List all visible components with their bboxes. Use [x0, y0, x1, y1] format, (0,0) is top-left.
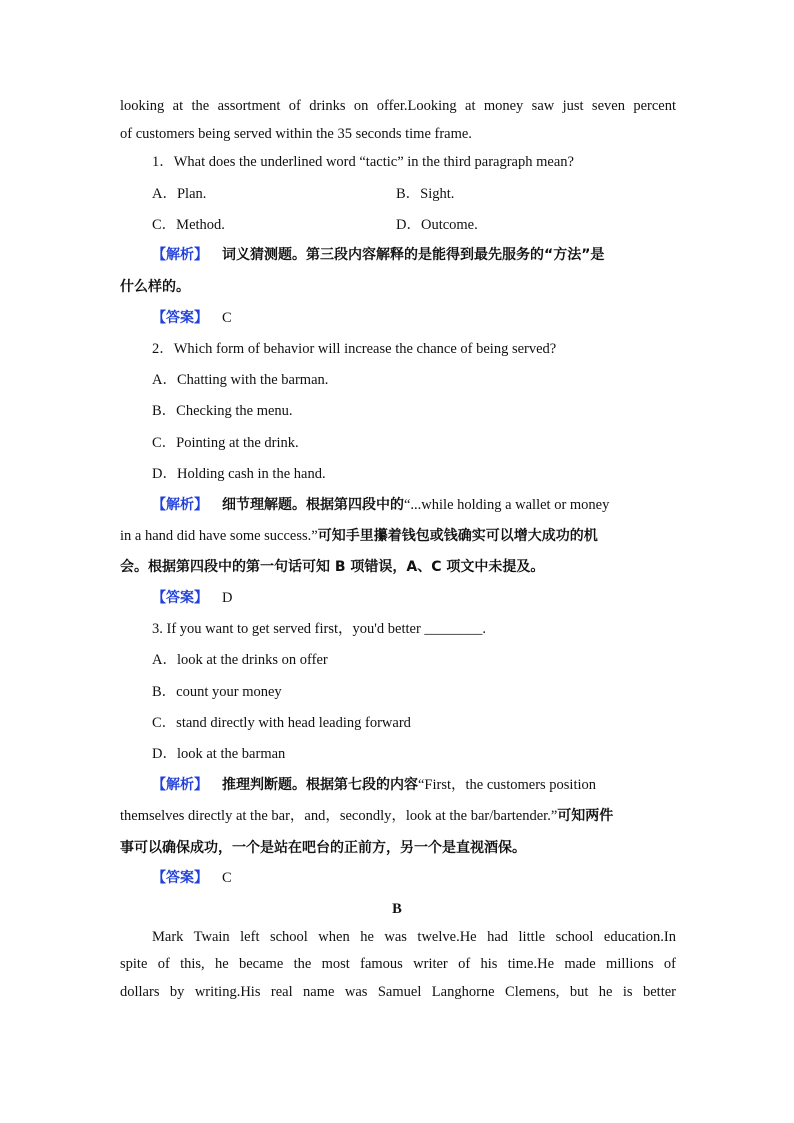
- question-3-analysis: 【解析】 推理判断题。根据第七段的内容“First，the customers position: [152, 777, 597, 793]
- question-1-analysis-cont: 什么样的。: [120, 279, 190, 295]
- question-2-answer: [152, 588, 676, 608]
- question-1-options-row1: [152, 184, 676, 204]
- question-3-analysis-cont: themselves directly at the bar，and，secondly，look at the bar/bartender.”可知两件: [120, 808, 614, 824]
- question-1-stem: 1．What does the underlined word “tactic” in the third paragraph mean?: [152, 154, 574, 170]
- option-a: A．look at the drinks on offer: [152, 652, 328, 668]
- paragraph-line: Mark Twain left school when he was twelve.He had little school education.In: [152, 929, 676, 945]
- question-3-analysis-cont: 事可以确保成功，一个是站在吧台的正前方，另一个是直视酒保。: [120, 840, 526, 856]
- analysis-tag: 【解析】: [152, 247, 208, 263]
- question-1-answer: [152, 308, 676, 328]
- question-3-answer: [152, 868, 676, 888]
- analysis-tag: 【解析】: [152, 497, 208, 513]
- answer-tag: 【答案】: [152, 870, 208, 886]
- paragraph-line: looking at the assortment of drinks on offer.Looking at money saw just seven percent: [120, 98, 676, 114]
- option-c: C．Pointing at the drink.: [152, 435, 299, 451]
- question-2-analysis-cont: in a hand did have some success.”可知手里攥着钱包或钱确实可以增大成功的机: [120, 528, 598, 544]
- option-d: D．Outcome.: [396, 217, 478, 233]
- option-a: A．Chatting with the barman.: [152, 372, 329, 388]
- answer-tag: 【答案】: [152, 310, 208, 326]
- analysis-tag: 【解析】: [152, 777, 208, 793]
- question-2-analysis-cont: 会。根据第四段中的第一句话可知 B 项错误，A、C 项文中未提及。: [120, 559, 545, 575]
- question-1-analysis: 【解析】 词义猜测题。第三段内容解释的是能得到最先服务的“方法”是: [152, 247, 605, 263]
- option-c: C．Method.: [152, 217, 225, 233]
- option-d: D．Holding cash in the hand.: [152, 466, 326, 482]
- answer-value: D: [222, 590, 233, 606]
- option-b: B．Sight.: [396, 186, 455, 202]
- answer-value: C: [222, 870, 232, 886]
- section-heading: B: [392, 901, 402, 917]
- question-2-analysis: 【解析】 细节理解题。根据第四段中的“...while holding a wallet or money: [152, 497, 610, 513]
- question-3-stem: 3. If you want to get served first，you'd better ________.: [152, 621, 487, 637]
- paragraph-line: of customers being served within the 35 seconds time frame.: [120, 126, 472, 142]
- option-b: B．Checking the menu.: [152, 403, 293, 419]
- question-2-stem: 2．Which form of behavior will increase the chance of being served?: [152, 341, 557, 357]
- paragraph-line: spite of this, he became the most famous writer of his time.He made millions of: [120, 956, 676, 972]
- answer-value: C: [222, 310, 232, 326]
- paragraph-line: dollars by writing.His real name was Samuel Langhorne Clemens, but he is better: [120, 984, 676, 1000]
- option-d: D．look at the barman: [152, 746, 286, 762]
- option-b: B．count your money: [152, 684, 282, 700]
- option-a: A．Plan.: [152, 186, 207, 202]
- question-1-options-row2: [152, 215, 676, 235]
- answer-tag: 【答案】: [152, 590, 208, 606]
- option-c: C．stand directly with head leading forward: [152, 715, 411, 731]
